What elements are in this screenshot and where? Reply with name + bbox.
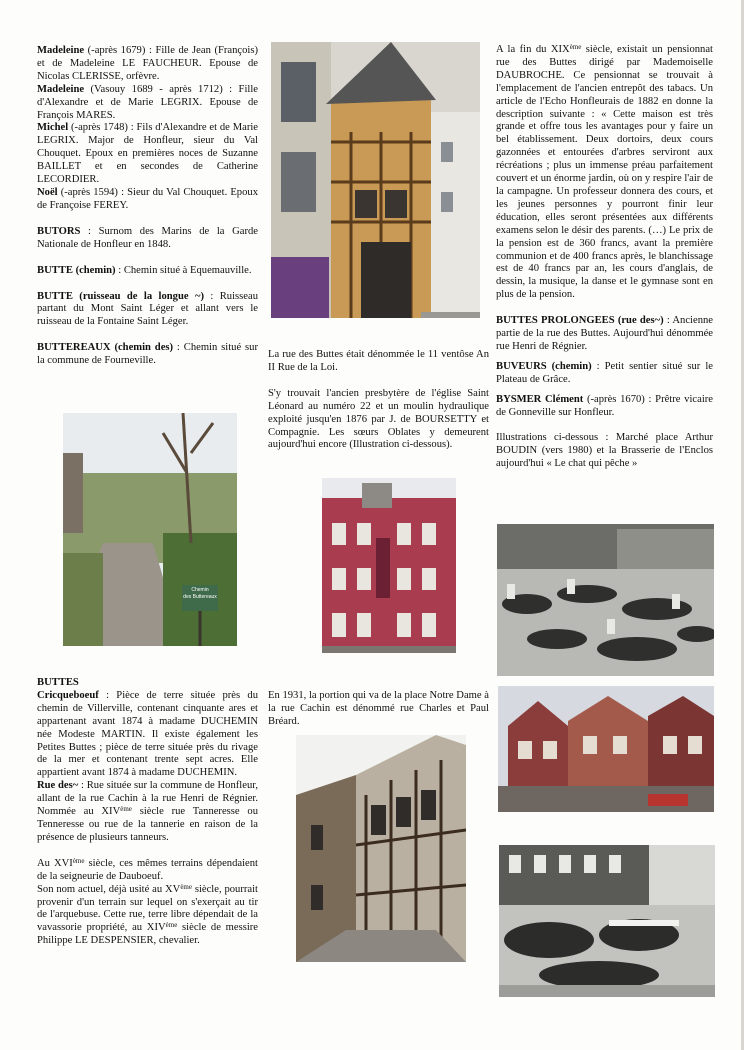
col3-text <box>496 44 713 478</box>
rue-de-la-loi-text: La rue des Buttes était dénommée le 11 ventôse An II Rue de la Loi. <box>268 349 489 373</box>
text: siècle, existait un pensionnat rue des Buttes dirigé par Mademoiselle DAUBROCHE. Ce pensionnat se trouvait à l'emplacement de l'ancien entrepôt des tabacs. Un article de l'Echo Honfleurais de 1882 en donne la description suivante : « Cette maison est très grande et offre tous les avantages pour y faire un bel établissement. Deux dortoirs, deux cours gazonnées et entourées d'arbres serviront aux récréations ; plus un immense préau parfaitement couvert et un énorme jardin, où on y respire l'air de la campagne. Un professeur donnera des cours, et les jeunes personnes y pourront finir leur éducation, elles seront présentées aux différents examens selon le désir des parents. (…) Le prix de la pension est de 360 francs, avant la première communion et de 400 francs après, le blanchissage est de 40 francs par an, les cours d'anglais, de dessin, la musique, la danse et le gymnase sont en plus de la pension. <box>496 44 713 301</box>
entry-text: : Pièce de terre située près du chemin de Villerville, contenant cinquante ares et appartenant avant 1874 à madame DUCHEMIN née Modeste MARTIN. Il existe également les Petites Buttes ; pièce de terre située près du rivage de la mer et contenant trente sept acres. Elle appartient avant 1874 à madame DUCHEMIN. <box>37 689 258 779</box>
entry-buttereaux <box>37 342 258 368</box>
entry-butors <box>37 226 258 252</box>
sign-line-1: Chemin <box>191 587 209 593</box>
entry-name: Madeleine <box>37 83 85 95</box>
entry-text: : Chemin situé à Equemauville. <box>115 264 252 276</box>
entry-text: (-après 1594) : Sieur du Val Chouquet. Epoux de Françoise FEREY. <box>37 186 258 211</box>
col2-text <box>268 349 489 459</box>
entry-text: (-après 1748) : Fils d'Alexandre et de Marie LEGRIX. Major de Honfleur, sieur du Val Chouquet. Epoux en premières noces de Suzanne BAILLET et en secondes de Catherine LECORDIER. <box>37 122 258 186</box>
sign-text <box>182 587 218 601</box>
text: siècle, pourrait provenir d'un terrain sur lequel on s'exerçait au tir de l'arquebuse. Cette rue, terre libre dépendait de la vavassorie propriété, au XIV <box>37 883 258 934</box>
entry-madeleine-2 <box>37 84 258 123</box>
buttes-heading <box>37 677 258 690</box>
photo-half-timbered-house <box>271 42 480 318</box>
text: Son nom actuel, déjà usité au XV <box>37 883 181 895</box>
entry-rue-des-buttes <box>37 780 258 845</box>
entry-name: BUVEURS (chemin) <box>496 360 592 372</box>
entry-buveurs <box>496 361 713 387</box>
col1-top-text <box>37 45 258 375</box>
superscript: ème <box>120 805 132 814</box>
entry-name: Madeleine <box>37 45 85 56</box>
entry-cricqueboeuf <box>37 690 258 780</box>
entry-text: : Surnom des Marins de la Garde Nationale de Honfleur en 1848. <box>37 225 258 250</box>
nom-actuel-paragraph <box>37 884 258 949</box>
superscript: ème <box>569 43 582 51</box>
illustrations-caption: Illustrations ci-dessous : Marché place Arthur BOUDIN (vers 1980) et la Brasserie de l'Enclos aujourd'hui « Le chat qui pêche » <box>496 432 713 470</box>
superscript: ème <box>180 882 192 891</box>
entry-text: (-après 1670) : Prêtre vicaire de Gonneville sur Honfleur. <box>496 393 714 418</box>
photo-marche-place-arthur-boudin <box>497 524 714 676</box>
presbytere-text: S'y trouvait l'ancien presbytère de l'église Saint Léonard au numéro 22 et un moulin hydraulique exploité jusqu'en 1876 par J. de BOURSETTY et Compagnie. Les sœurs Oblates y demeurent aujourd'hui encore (Illustration ci-dessous). <box>268 387 489 451</box>
entry-text: (Vasouy 1689 - après 1712) : Fille d'Alexandre et de Marie LEGRIX. Epouse de François MARES. <box>37 83 258 121</box>
sign-line-2: des Buttereaux <box>183 594 217 600</box>
entry-text: : Ruisseau partant du Mont Saint Léger et allant vers le ruisseau de la Fontaine Saint Léger. <box>37 290 258 328</box>
section-heading: BUTTES <box>37 677 79 688</box>
entry-text: : Rue située sur la commune de Honfleur, allant de la rue Cachin à la rue Henri de Régnier. Nommée au XIV <box>37 780 258 818</box>
entry-noel <box>37 187 258 213</box>
entry-name: BUTORS <box>37 225 81 237</box>
entry-text: : Chemin situé sur la commune de Fourneville. <box>37 342 258 367</box>
text: siècle, ces mêmes terrains dépendaient de la seigneurie de Dauboeuf. <box>37 857 258 882</box>
photo-market-stalls <box>499 845 715 997</box>
text: Au XVI <box>37 857 73 869</box>
entry-name: Noël <box>37 186 58 198</box>
entry-text: (-après 1679) : Fille de Jean (François) et de Madeleine LE FAUCHEUR. Epouse de Nicolas CLERISSE, orfèvre. <box>37 45 258 82</box>
entry-name: BUTTE (chemin) <box>37 264 116 276</box>
superscript: ème <box>165 921 178 930</box>
entry-name: Michel <box>37 122 69 134</box>
text: siècle de messire Philippe LE DESPENSIER, chevalier. <box>37 922 258 947</box>
photo-rue-des-buttes-street <box>296 735 466 962</box>
entry-buttes-prolongees <box>496 315 713 354</box>
entry-name: Rue des~ <box>37 780 79 792</box>
entry-text: : Ancienne partie de la rue des Buttes. Aujourd'hui dénommée rue Henri de Régnier. <box>496 315 713 352</box>
col1-bottom-text <box>37 677 258 955</box>
entry-text: : Petit sentier situé sur le Plateau de Grâce. <box>496 360 713 385</box>
photo-brasserie-de-l-enclos <box>498 686 714 812</box>
entry-madeleine-1 <box>37 45 258 84</box>
entry-butte-ruisseau <box>37 291 258 330</box>
entry-name: BUTTES PROLONGEES (rue des~) <box>496 315 664 327</box>
rue-breard-text: En 1931, la portion qui va de la place Notre Dame à la rue Cachin est dénommé rue Charles et Paul Bréard. <box>268 690 489 727</box>
xvi-paragraph <box>37 858 258 884</box>
entry-butte-chemin <box>37 265 258 278</box>
entry-name: BUTTE (ruisseau de la longue ~) <box>37 290 204 302</box>
entry-michel <box>37 122 258 187</box>
entry-bysmer <box>496 394 713 420</box>
entry-name: BUTTEREAUX (chemin des) <box>37 342 174 354</box>
col2-bottom-text <box>268 690 489 736</box>
entry-name: Cricqueboeuf <box>37 689 99 701</box>
photo-chemin-des-buttereaux <box>63 413 237 646</box>
entry-text: siècle rue Tanneresse ou Tenneresse ou rue de la tannerie en raison de la présence de plusieurs tanneurs. <box>37 806 258 843</box>
superscript: ème <box>72 856 85 865</box>
text: A la fin du XIX <box>496 44 570 55</box>
photo-red-brick-building <box>322 478 456 653</box>
pensionnat-paragraph <box>496 44 713 302</box>
entry-name: BYSMER Clément <box>496 393 584 405</box>
